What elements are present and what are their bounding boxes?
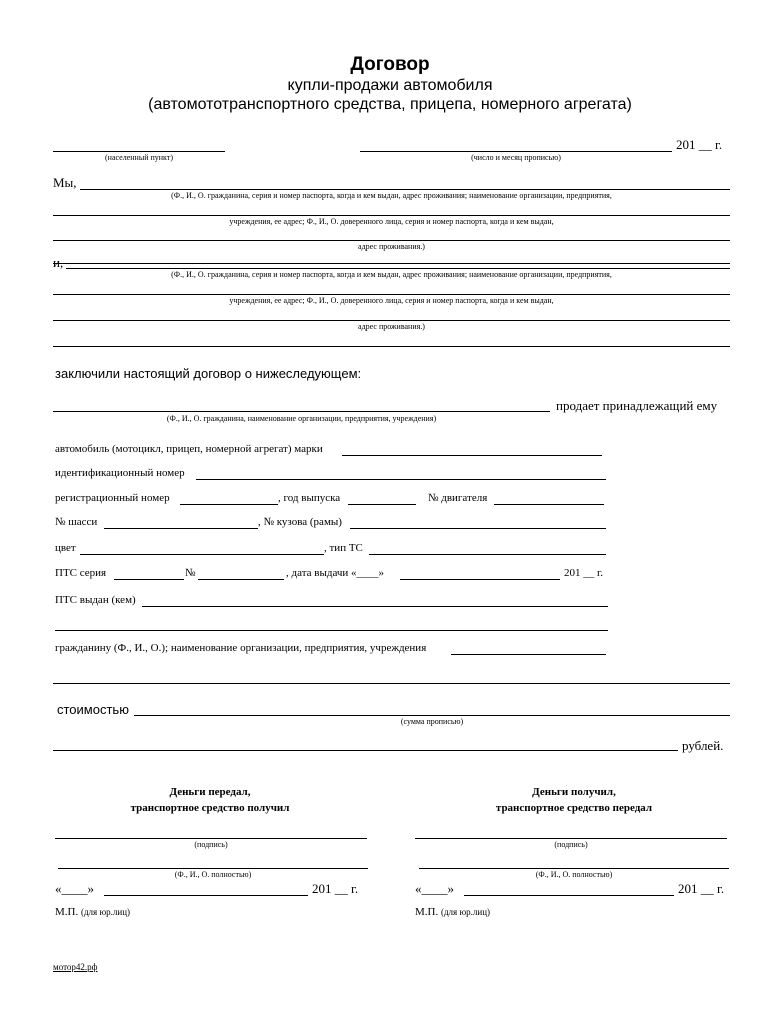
place-caption: (населенный пункт) [105,153,173,162]
left-date-year: 201 __ г. [312,881,359,896]
left-signature-heading [45,784,375,816]
document-title: Договор [350,54,430,75]
left-name-caption: (Ф., И., О. полностью) [174,870,252,879]
right-date-open: «____» [415,881,454,896]
right-name-line[interactable] [419,868,729,869]
year-made-line[interactable] [348,504,416,505]
pts-issued-by-line-2[interactable] [55,630,608,631]
vin-line[interactable] [196,479,606,480]
party2-caption-3: адрес проживания.) [358,322,425,331]
body-no-line[interactable] [350,528,606,529]
right-mp [415,906,490,918]
party2-line-1[interactable] [66,268,730,269]
party1-caption-3: адрес проживания.) [358,242,425,251]
party2-line-2[interactable] [53,294,730,295]
chassis-no-line[interactable] [104,528,258,529]
vehicle-type-line[interactable] [369,554,606,555]
cost-caption: (сумма прописью) [400,717,464,726]
party1-caption-2: учреждения, ее адрес; Ф., И., О. доверенного лица, серия и номер паспорта, когда и кем выдан, [229,217,554,226]
vehicle-type-label: , тип ТС [324,542,363,554]
party1-line-2[interactable] [53,215,730,216]
right-name-caption: (Ф., И., О. полностью) [535,870,613,879]
right-heading-line2: транспортное средство передал [495,802,653,814]
vin-label: идентификационный номер [55,467,185,479]
buyer-line-2[interactable] [53,683,730,684]
color-label: цвет [55,542,76,554]
vehicle-make-line[interactable] [342,455,602,456]
party1-line-1[interactable] [80,189,730,190]
reg-number-label: регистрационный номер [55,492,170,504]
party1-line-4[interactable] [53,263,730,264]
left-mp-note: (для юр.лиц) [80,907,131,917]
party1-line-3[interactable] [53,240,730,241]
footer-source-link[interactable]: мотор42.рф [53,962,98,972]
left-mp [55,906,130,918]
left-mp-label: М.П. [55,906,79,918]
document-subtitle-detail: (автомототранспортного средства, прицепа, номерного агрегата) [148,96,632,113]
right-heading-line1: Деньги получил, [532,786,616,798]
right-signature-line[interactable] [415,838,727,839]
party1-caption-1: (Ф., И., О. гражданина, серия и номер паспорта, когда и кем выдан, адрес проживания; наименование организации, предприятия, [171,191,612,200]
buyer-label: гражданину (Ф., И., О.); наименование организации, предприятия, учреждения [55,642,427,654]
party2-line-3[interactable] [53,320,730,321]
left-heading-line1: Деньги передал, [169,786,251,798]
issue-date-label: , дата выдачи «____» [286,567,385,579]
seller-caption: (Ф., И., О. гражданина, наименование организации, предприятия, учреждения) [166,414,437,423]
reg-number-line[interactable] [180,504,278,505]
document-subtitle: купли-продажи автомобиля [287,77,493,94]
party2-prefix: и, [53,255,64,270]
left-name-line[interactable] [58,868,368,869]
party2-line-4[interactable] [53,346,730,347]
chassis-no-label: № шасси [55,516,98,528]
issue-date-line[interactable] [400,579,560,580]
right-signature-heading [409,784,739,816]
date-year: 201 __ г. [676,137,723,152]
seller-line[interactable] [53,411,550,412]
cost-line[interactable] [134,715,730,716]
left-signature-caption: (подпись) [194,840,228,849]
pts-issued-by-label: ПТС выдан (кем) [55,594,136,606]
place-line[interactable] [53,151,225,152]
agreement-text: заключили настоящий договор о нижеследующем: [55,366,362,381]
color-line[interactable] [80,554,324,555]
right-date-year: 201 __ г. [678,881,725,896]
party2-caption-1: (Ф., И., О. гражданина, серия и номер паспорта, когда и кем выдан, адрес проживания; наименование организации, предприятия, [171,270,612,279]
year-made-label: , год выпуска [278,492,341,504]
rubles-label: рублей. [682,738,724,753]
right-date-line[interactable] [464,895,674,896]
engine-no-label: № двигателя [428,492,488,504]
right-mp-note: (для юр.лиц) [440,907,491,917]
left-date-open: «____» [55,881,94,896]
pts-series-label: ПТС серия [55,567,107,579]
left-heading-line2: транспортное средство получил [130,802,290,814]
vehicle-make-label: автомобиль (мотоцикл, прицеп, номерной агрегат) марки [55,443,323,455]
date-line[interactable] [360,151,672,152]
pts-series-line[interactable] [114,579,184,580]
right-mp-label: М.П. [415,906,439,918]
pts-issued-by-line[interactable] [142,606,608,607]
issue-year: 201 __ г. [564,567,604,579]
pts-no-line[interactable] [198,579,284,580]
pts-no-label: № [185,567,196,579]
left-date-line[interactable] [104,895,308,896]
sells-text: продает принадлежащий ему [556,398,718,413]
engine-no-line[interactable] [494,504,604,505]
buyer-line[interactable] [451,654,606,655]
rubles-line[interactable] [53,750,678,751]
date-caption: (число и месяц прописью) [471,153,561,162]
body-no-label: , № кузова (рамы) [258,516,342,528]
party2-caption-2: учреждения, ее адрес; Ф., И., О. доверенного лица, серия и номер паспорта, когда и кем выдан, [229,296,554,305]
right-signature-caption: (подпись) [554,840,588,849]
cost-label: стоимостью [57,702,129,717]
party1-prefix: Мы, [53,175,77,190]
left-signature-line[interactable] [55,838,367,839]
